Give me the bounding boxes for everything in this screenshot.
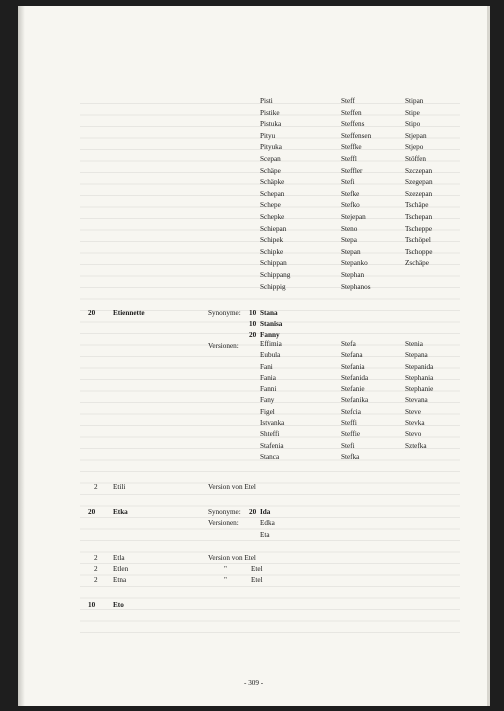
name-entry: Stefi — [341, 178, 355, 187]
version-entry: Sztefka — [405, 441, 427, 450]
etiennette-versions-column-3 — [405, 339, 433, 452]
name-entry: Steff — [341, 97, 355, 105]
name-entry: Szegepan — [405, 178, 433, 187]
name-entry: Steffens — [341, 120, 365, 129]
entry-note: Version von Etel — [208, 483, 256, 491]
name-entry: Schipke — [260, 247, 284, 256]
name-entry: Stephanos — [341, 282, 371, 291]
entry-note: Etel — [251, 565, 263, 573]
version-entry: Istvanka — [260, 419, 285, 428]
version-entry: Stefanie — [341, 385, 365, 394]
name-entry: Steno — [341, 224, 358, 233]
name-entry: Scepan — [260, 154, 281, 163]
name-entry: Schäpke — [260, 178, 285, 187]
name-entry: Stefko — [341, 201, 360, 210]
page-edge — [487, 6, 490, 706]
name-entry: Stipe — [405, 108, 420, 117]
synonym-name: Stanisa — [260, 320, 283, 328]
name-entry: Stephan — [341, 270, 365, 279]
name-entry: Tschepan — [405, 212, 433, 221]
version-entry: Stephanie — [405, 385, 434, 394]
name-entry: Tscheppe — [405, 224, 433, 233]
name-entry: Tschoppe — [405, 247, 433, 256]
name-entry: Schippig — [260, 282, 286, 291]
name-entry: Szczepan — [405, 166, 433, 175]
synonym-count: 10 — [249, 320, 257, 328]
name-entry: Zschäpe — [405, 259, 429, 268]
version-entry: Stefania — [341, 362, 365, 371]
synonym-name: Ida — [260, 508, 271, 516]
entry-count: 2 — [94, 483, 98, 491]
name-entry: Steffen — [341, 108, 362, 117]
entry-count: 10 — [88, 601, 96, 609]
name-entry: Pistike — [260, 108, 280, 117]
version-entry: Eubula — [260, 351, 281, 360]
name-entry: Stöffen — [405, 154, 427, 163]
version-entry: Fany — [260, 396, 275, 405]
name-entry: Szezepan — [405, 189, 433, 198]
version-entry: Fanni — [260, 385, 277, 394]
version-entry: Shteffi — [260, 430, 280, 439]
version-entry: Stefcia — [341, 407, 361, 416]
version-entry: Steffie — [341, 430, 361, 439]
synonym-name: Fanny — [260, 331, 280, 339]
page-number: - 309 - — [244, 679, 264, 687]
name-entry: Stepanko — [341, 259, 368, 268]
version-entry: Stefanida — [341, 373, 369, 382]
entry-note: Version von Etel — [208, 554, 256, 562]
name-entry: Tschöpel — [405, 236, 431, 245]
name-entry: Pityu — [260, 131, 276, 140]
version-entry: Effimia — [260, 340, 282, 348]
version-entry: Stanca — [260, 452, 280, 461]
entry-name: Etla — [113, 554, 125, 562]
name-entry: Schepke — [260, 212, 285, 221]
name-entry: Schippan — [260, 259, 287, 268]
entry-count: 2 — [94, 565, 98, 573]
version-entry: Stevana — [405, 396, 428, 405]
page-spine-shadow — [18, 6, 25, 706]
entry-name: Etili — [113, 483, 126, 491]
entry-count: 2 — [94, 576, 98, 584]
version-entry: Fania — [260, 373, 276, 382]
entry-name: Etna — [113, 576, 127, 584]
name-entry: Steffke — [341, 143, 362, 152]
synonyme-label: Synonyme: — [208, 508, 241, 516]
synonym-count: 10 — [249, 309, 257, 317]
etiennette-versions-column-1 — [260, 339, 284, 463]
version-entry: Stevka — [405, 419, 425, 428]
version-entry: Stefi — [341, 441, 355, 450]
entry-count: 20 — [88, 309, 96, 317]
version-entry: Steffi — [341, 419, 357, 428]
name-entry: Pityuka — [260, 143, 282, 152]
version-entry: Stenia — [405, 340, 423, 348]
name-entry: Schäpe — [260, 166, 281, 175]
entry-count: 20 — [88, 508, 96, 516]
name-entry: Stejepan — [341, 212, 366, 221]
name-entry: Stjepo — [405, 143, 424, 152]
synonym-count: 20 — [249, 508, 257, 516]
top-names-column-3 — [405, 96, 433, 270]
entry-count: 2 — [94, 554, 98, 562]
version-entry: Stefana — [341, 351, 363, 360]
ditto-mark: " — [224, 576, 227, 584]
entry-name: Eto — [113, 601, 124, 609]
versionen-label: Versionen: — [208, 519, 239, 527]
version-entry: Stefanika — [341, 396, 369, 405]
name-entry: Steffl — [341, 154, 357, 163]
name-entry: Schepan — [260, 189, 285, 198]
version-entry: Stefka — [341, 452, 360, 461]
synonym-name: Stana — [260, 309, 278, 317]
top-names-column-1 — [260, 96, 290, 293]
etiennette-versions-column-2 — [341, 339, 368, 463]
name-entry: Steffensen — [341, 131, 372, 140]
entry-name: Etiennette — [113, 309, 145, 317]
version-entry: Stephania — [405, 373, 434, 382]
name-entry: Pisti — [260, 97, 273, 105]
synonym-count: 20 — [249, 331, 257, 339]
entry-name: Etka — [113, 508, 128, 516]
name-entry: Stipo — [405, 120, 421, 129]
name-entry: Stjepan — [405, 131, 427, 140]
book-page — [18, 6, 490, 706]
version-entry: Edka — [260, 519, 275, 527]
version-entry: Figel — [260, 407, 275, 416]
ditto-mark: " — [224, 565, 227, 573]
name-entry: Schiepan — [260, 224, 287, 233]
version-entry: Stepanida — [405, 362, 434, 371]
top-names-column-2 — [341, 96, 371, 293]
synonyme-label: Synonyme: — [208, 309, 241, 317]
version-entry: Steve — [405, 407, 421, 416]
version-entry: Stefa — [341, 340, 356, 348]
name-entry: Steffler — [341, 166, 363, 175]
name-entry: Schepe — [260, 201, 281, 210]
name-entry: Schippang — [260, 270, 291, 279]
name-entry: Stepan — [341, 247, 361, 256]
version-entry: Stafenia — [260, 441, 284, 450]
entry-name: Etlen — [113, 565, 129, 573]
name-entry: Stefke — [341, 189, 360, 198]
name-entry: Stipan — [405, 97, 424, 105]
name-entry: Schipek — [260, 236, 284, 245]
version-entry: Stepana — [405, 351, 428, 360]
name-entry: Tschäpe — [405, 201, 429, 210]
version-entry: Fani — [260, 362, 273, 371]
versionen-label: Versionen: — [208, 342, 239, 350]
name-entry: Stepa — [341, 236, 357, 245]
name-entry: Pistuka — [260, 120, 282, 129]
version-entry: Stevo — [405, 430, 422, 439]
version-entry: Eta — [260, 531, 270, 539]
entry-note: Etel — [251, 576, 263, 584]
